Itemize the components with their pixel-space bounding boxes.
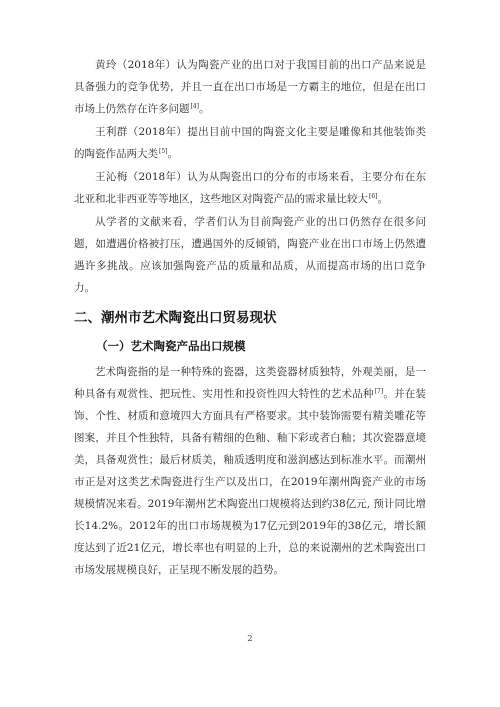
paragraph-end: 。 [377,193,388,205]
citation-ref: [4] [190,103,199,110]
paragraph-text: 王利群（2018年）提出目前中国的陶瓷文化主要是雕像和其他装饰类的陶瓷作品两大类 [74,126,426,160]
paragraph-end: 。 [167,148,178,160]
page-number: 2 [247,634,253,644]
paragraph-text: 艺术陶瓷指的是一种特殊的瓷器，这类瓷器材质独特，外观美丽，是一种具备有观赏性、把玩性、实用性和投资性四大特性的艺术品种 [74,366,426,400]
paragraph-text: 王沁梅（2018年）认为从陶瓷出口的分布的市场来看，主要分布在东北亚和北非西亚等等地区，这些地区对陶瓷产品的需求量比较大 [74,171,426,205]
page-content [74,54,426,581]
literature-paragraph-huang-ling [74,54,426,120]
paragraph-text: 从学者的文献来看，学者们认为目前陶瓷产业的出口仍然存在很多问题，如遭遇价格被打压，遭遇国外的反倾销，陶瓷产业在出口市场上仍然遭遇许多挑战。应该加强陶瓷产品的质量和品质，从而提高市场的出口竞争力。 [74,216,426,294]
citation-ref: [6] [369,193,378,200]
literature-summary-paragraph [74,211,426,299]
paragraph-text-continued: 。并在装饰、个性、材质和意境四大方面具有严格要求。其中装饰需要有精美雕花等图案，并且个性独特，具备有精细的色釉、釉下彩或者白釉；其次瓷器意境美，具备观赏性；最后材质美，釉质透明度和滋润感达到标准水平。而潮州市正是对这类艺术陶瓷进行生产以及出口，在2019年潮州陶瓷产业的市场规模情况来看。2019年潮州艺术陶瓷出口规模将达到约38亿元, 预计同比增长14.2%。2012年的出口市场规模为17亿元到2019年的38亿元，增长额度达到了近21亿元，增长率也有明显的上升，总的来说潮州的艺术陶瓷出口市场发展规模良好，正呈现不断发展的趋势。 [74,388,426,576]
subsection-heading: （一）艺术陶瓷产品出口规模 [96,339,246,353]
citation-ref: [5] [159,148,168,155]
literature-paragraph-wang-liqun [74,121,426,165]
citation-ref: [7] [374,388,384,395]
paragraph-text: 黄玲（2018年）认为陶瓷产业的出口对于我国目前的出口产品来说是具备强力的竞争优势，并且一直在出口市场是一方霸主的地位，但是在出口市场上仍然存在许多问题 [74,59,426,115]
literature-paragraph-wang-qinmei [74,166,426,210]
section-heading: 二、潮州市艺术陶瓷出口贸易现状 [74,310,277,326]
paragraph-end: 。 [199,103,210,115]
export-scale-paragraph [74,361,426,581]
